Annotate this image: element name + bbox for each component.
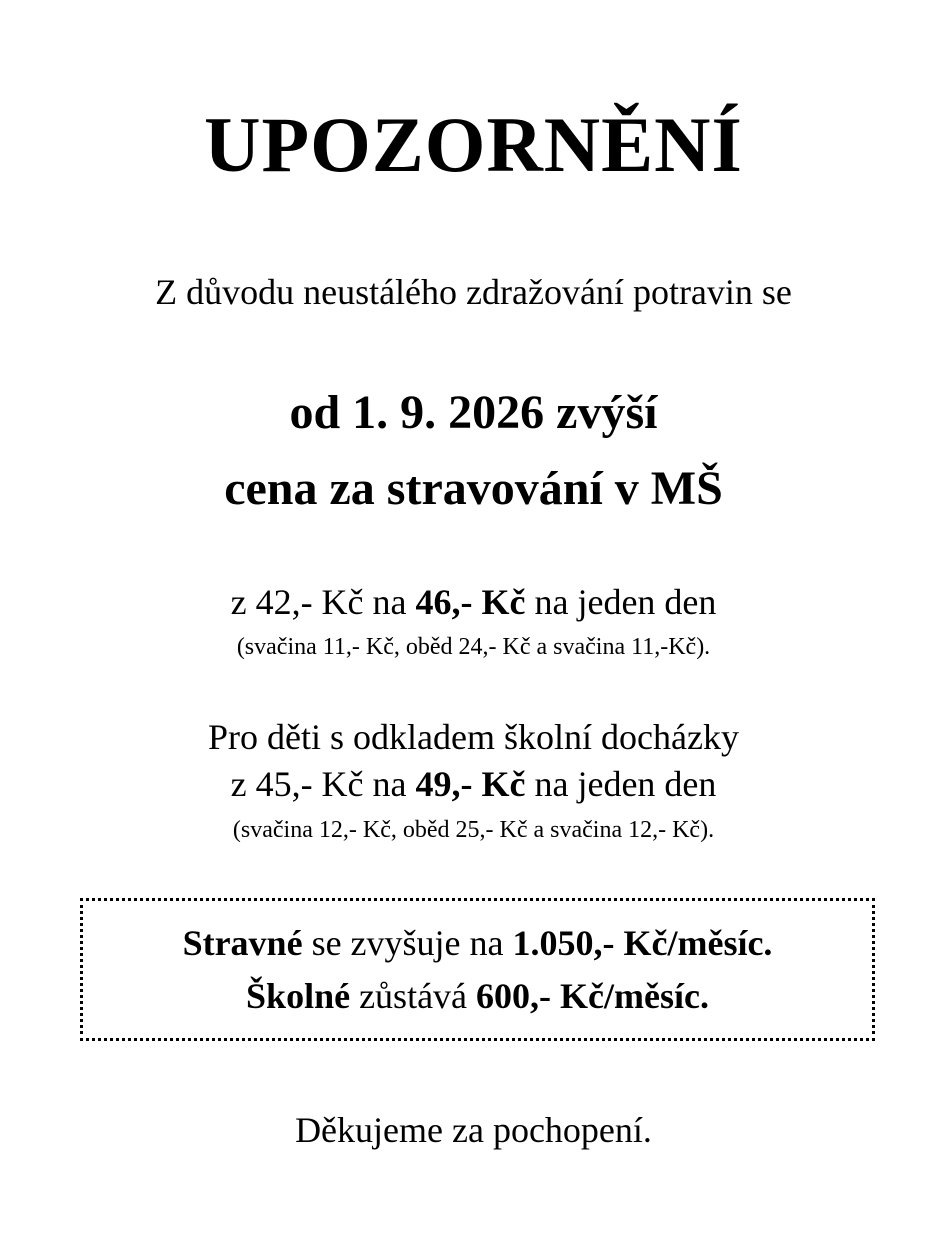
headline-line-2: cena za stravování v MŠ bbox=[224, 462, 723, 515]
deferred-intro: Pro děti s odkladem školní docházky bbox=[208, 717, 739, 757]
standard-breakdown: (svačina 11,- Kč, oběd 24,- Kč a svačina 11,-Kč). bbox=[236, 634, 711, 660]
deferred-breakdown: (svačina 12,- Kč, oběd 25,- Kč a svačina 12,- Kč). bbox=[232, 817, 715, 843]
standard-price-line bbox=[0, 580, 947, 624]
deferred-price-line bbox=[0, 762, 947, 806]
summary-box bbox=[80, 898, 875, 1041]
deferred-price-suffix: na jeden den bbox=[525, 764, 717, 804]
deferred-price-from: z 45,- Kč na bbox=[230, 764, 416, 804]
standard-new-price: 46,- Kč bbox=[415, 582, 526, 622]
tuition-fee-text: zůstává bbox=[350, 976, 477, 1016]
meal-fee-text: se zvyšuje na bbox=[302, 923, 513, 963]
intro-text: Z důvodu neustálého zdražování potravin se bbox=[155, 272, 792, 312]
meal-fee-price: 1.050,- Kč/měsíc. bbox=[512, 923, 773, 963]
standard-price-suffix: na jeden den bbox=[525, 582, 717, 622]
tuition-fee-label: Školné bbox=[246, 976, 351, 1016]
deferred-new-price: 49,- Kč bbox=[415, 764, 526, 804]
notice-title: UPOZORNĚNÍ bbox=[204, 101, 743, 188]
headline-line-1: od 1. 9. 2026 zvýší bbox=[289, 386, 658, 439]
thanks-text: Děkujeme za pochopení. bbox=[295, 1110, 652, 1150]
meal-fee-label: Stravné bbox=[182, 923, 303, 963]
standard-price-from: z 42,- Kč na bbox=[230, 582, 416, 622]
tuition-fee-price: 600,- Kč/měsíc. bbox=[476, 976, 709, 1016]
tuition-fee-line bbox=[83, 974, 872, 1018]
meal-fee-line bbox=[83, 921, 872, 965]
